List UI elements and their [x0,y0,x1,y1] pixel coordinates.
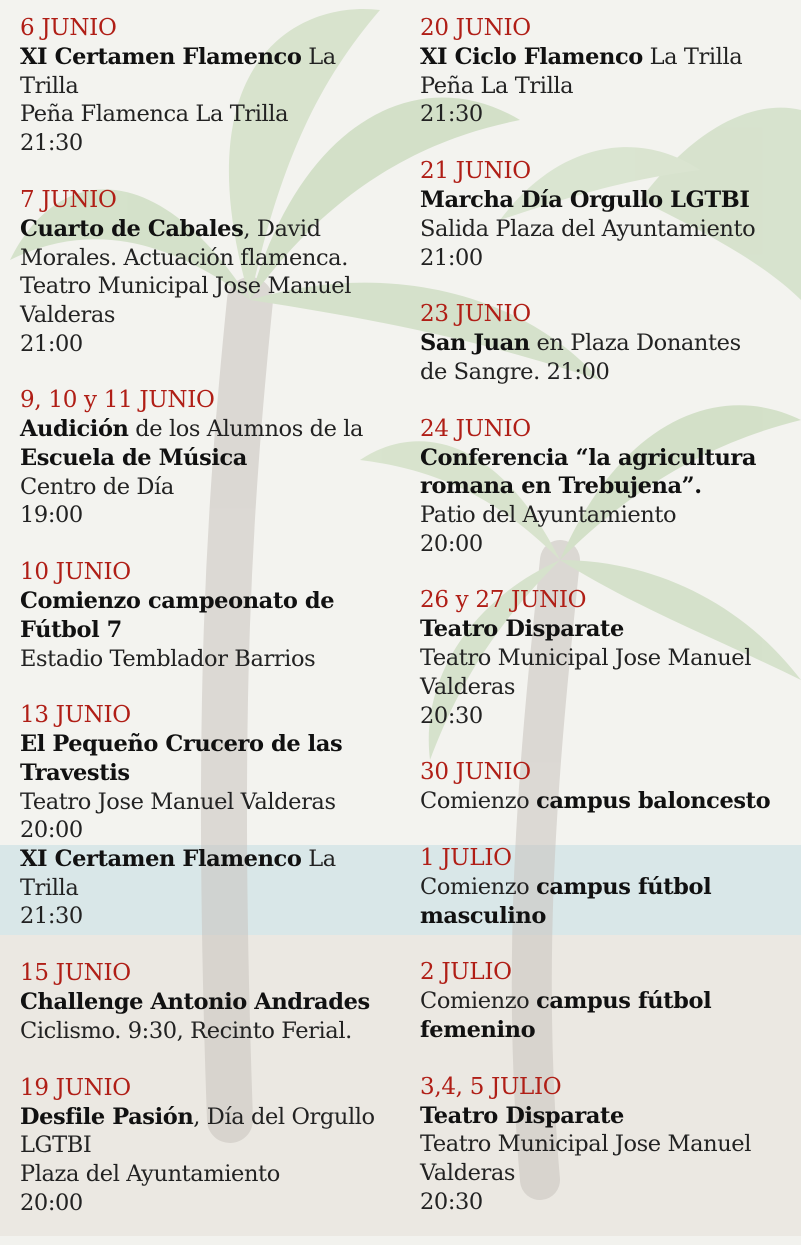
event-text: 19:00 [20,502,83,529]
event-line [420,1159,792,1188]
event-line [420,644,792,673]
event-text: de los Alumnos de la [128,416,364,443]
event-line [20,816,405,845]
event-date: 9, 10 y 11 JUNIO [20,387,215,414]
event-text: La Trilla [642,44,743,70]
event-date: 30 JUNIO [420,759,531,786]
event-text: 21:00 [420,244,483,271]
event-line [20,1160,405,1189]
event-highlight-text: masculino [420,902,546,929]
event-highlight-text: Escuela de Música [20,445,247,472]
event-date: 7 JUNIO [20,186,117,213]
event-line [20,788,405,817]
event-date: 26 y 27 JUNIO [420,587,587,614]
event-line [420,902,792,931]
event-date: 24 JUNIO [420,415,531,442]
event-line [20,1189,405,1218]
event-text: Teatro Municipal Jose Manuel [20,273,351,300]
event-text: Salida Plaza del Ayuntamiento [420,215,756,242]
event-text: Estadio Temblador Barrios [20,645,316,672]
event-text: , Día del Orgullo [193,1103,375,1130]
event-line [420,873,792,902]
event-highlight-text: Challenge Antonio Andrades [20,989,370,1016]
event-line [420,472,792,501]
event-text: La [301,44,336,70]
event-text: Comienzo [420,988,537,1015]
event-highlight-text: Conferencia “la agricultura [420,444,757,471]
event-line [420,1130,792,1159]
event-line [420,329,792,358]
event-highlight-text: Teatro Disparate [420,1102,624,1129]
event-line [420,615,792,644]
event-line [20,587,405,616]
event-line [20,616,405,645]
event-date: 20 JUNIO [420,15,531,41]
event-text: 21:30 [20,903,83,930]
event-line [420,1188,792,1217]
event-text: de Sangre. 21:00 [420,358,610,385]
event-line [20,645,405,674]
event-highlight-text: campus fútbol [536,988,712,1015]
event-highlight-text: Desfile Pasión [20,1103,194,1130]
event-line [420,215,792,244]
event-text: Teatro Municipal Jose Manuel [420,645,751,672]
event-text: 20:00 [420,530,483,557]
event-line [420,444,792,473]
event-line [20,129,405,158]
event-entry [20,1074,405,1218]
event-entry [20,701,405,931]
event-line [20,215,405,244]
event-highlight-text: XI Certamen Flamenco [20,44,302,70]
event-line [20,43,405,72]
event-line [420,72,792,101]
event-entry [420,758,792,816]
event-highlight-text: Cuarto de Cabales [20,215,244,242]
event-text: 20:30 [420,702,483,729]
event-highlight-text: Teatro Disparate [420,616,624,643]
event-line [20,845,405,874]
event-entry [420,958,792,1044]
event-highlight-text: Marcha Día Orgullo LGTBI [420,187,750,214]
event-line [20,330,405,359]
event-line [20,272,405,301]
event-highlight-text: Comienzo campeonato de [20,588,335,615]
event-line [20,902,405,931]
event-text: Valderas [20,301,116,328]
event-text: Comienzo [420,873,537,900]
event-text: , David [243,215,321,242]
event-line [20,1017,405,1046]
event-entry [420,844,792,930]
event-text: Trilla [20,874,79,901]
event-highlight-text: Travestis [20,759,130,786]
event-text: Valderas [420,673,516,700]
event-text: Patio del Ayuntamiento [420,502,677,529]
event-entry [420,586,792,730]
event-line [420,43,792,72]
event-text: 20:30 [420,1188,483,1215]
event-line [420,530,792,559]
event-date: 1 JULIO [420,844,512,871]
event-line [20,759,405,788]
event-entry [420,300,792,386]
event-date: 21 JUNIO [420,158,531,185]
event-entry [420,1073,792,1217]
event-line [20,1103,405,1132]
event-text: La [301,846,336,873]
event-entry [20,14,405,158]
event-line [20,100,405,129]
event-text: Teatro Jose Manuel Valderas [20,788,336,815]
event-date: 10 JUNIO [20,559,131,586]
events-column-left [20,14,405,1245]
event-line [20,415,405,444]
event-text: 21:00 [20,330,83,357]
event-entry [20,558,405,673]
event-line [20,473,405,502]
event-entry [420,415,792,559]
event-text: Ciclismo. 9:30, Recinto Ferial. [20,1017,352,1044]
event-line [20,501,405,530]
event-highlight-text: campus baloncesto [536,788,771,815]
event-text: Peña La Trilla [420,72,574,99]
event-line [20,730,405,759]
event-line [420,186,792,215]
event-entry [420,14,792,129]
event-text: Morales. Actuación flamenca. [20,244,348,271]
event-line [420,244,792,273]
event-date: 19 JUNIO [20,1074,131,1101]
event-line [20,444,405,473]
event-date: 15 JUNIO [20,960,131,987]
event-highlight-text: XI Certamen Flamenco [20,846,302,873]
event-text: Comienzo [420,788,537,815]
event-text: Valderas [420,1160,516,1187]
event-text: Trilla [20,72,79,99]
event-line [20,72,405,101]
event-line [420,787,792,816]
event-highlight-text: El Pequeño Crucero de las [20,731,343,758]
event-text: LGTBI [20,1132,92,1159]
event-date: 13 JUNIO [20,702,131,729]
event-line [20,244,405,273]
event-date: 2 JULIO [420,959,512,986]
event-entry [420,157,792,272]
event-line [20,301,405,330]
event-text: Teatro Municipal Jose Manuel [420,1131,751,1158]
event-entry [20,186,405,359]
event-text: 21:30 [420,101,483,128]
event-highlight-text: romana en Trebujena”. [420,473,702,500]
event-text: 20:00 [20,817,83,844]
event-highlight-text: campus fútbol [536,873,712,900]
event-line [420,1016,792,1045]
event-line [20,1131,405,1160]
event-line [420,100,792,129]
event-line [420,702,792,731]
event-entry [20,959,405,1045]
event-line [20,988,405,1017]
event-highlight-text: Audición [20,416,129,443]
event-date: 23 JUNIO [420,301,531,328]
event-highlight-text: San Juan [420,330,530,357]
event-line [20,874,405,903]
event-text: Centro de Día [20,473,174,500]
event-text: Peña Flamenca La Trilla [20,101,289,128]
event-highlight-text: Fútbol 7 [20,616,122,643]
event-date: 3,4, 5 JULIO [420,1073,562,1100]
event-text: Plaza del Ayuntamiento [20,1160,280,1187]
event-entry [20,386,405,530]
event-highlight-text: femenino [420,1017,536,1044]
event-text: en Plaza Donantes [529,330,741,357]
events-column-right [420,14,792,1245]
event-text: 20:00 [20,1189,83,1216]
event-line [420,358,792,387]
event-line [420,501,792,530]
event-highlight-text: XI Ciclo Flamenco [420,44,643,70]
event-line [420,1102,792,1131]
event-line [420,987,792,1016]
event-line [420,673,792,702]
event-date: 6 JUNIO [20,15,117,41]
event-text: 21:30 [20,130,83,157]
